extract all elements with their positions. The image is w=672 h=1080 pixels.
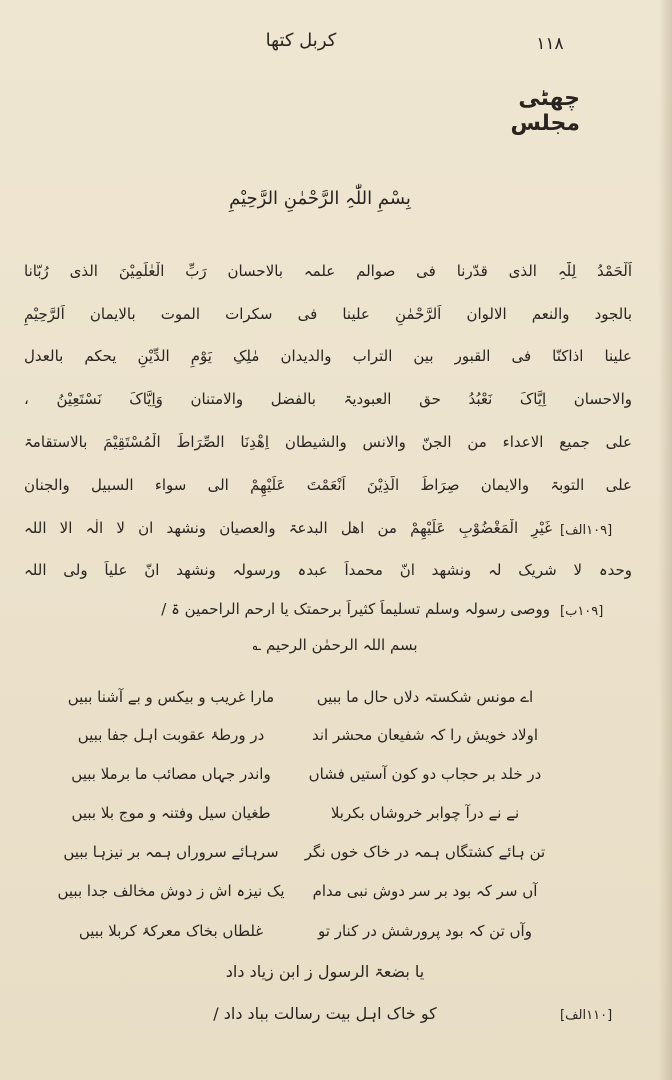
bismillah-arabic: بِسْمِ اللّٰہِ الرَّحْمٰنِ الرَّحِیْمِ	[229, 188, 411, 209]
verse-left: سرہائے سروراں ہمہ بر نیزہا ببیں	[63, 843, 279, 861]
verse-right: وآں تن کہ بود پرورشش در کنار تو	[318, 922, 532, 940]
arabic-text-line: غَیْرِ الْمَغْضُوْبِ عَلَیْھِمْ من اھل البدعۃ والعصیان ونشھد ان لا الٰہ الا اللہ	[24, 519, 552, 537]
arabic-text-line: ووصی رسولہ وسلم تسلیماً کثیراً برحمتک یا ارحم الراحمین ۃ /	[161, 600, 550, 618]
verse-left: یک نیزہ اش ز دوش مخالف جدا ببیں	[57, 882, 285, 900]
arabic-text-line: والاحسان اِیَّاکَ نَعْبُدُ حق العبودیۃ بالفضل والامتنان وَاِیَّاکَ نَسْتَعِیْنُ ،	[24, 390, 632, 408]
verse-left: در ورطۂ عقوبت اہل جفا ببیں	[77, 726, 265, 744]
section-heading: چھٹی مجلس	[510, 86, 580, 136]
verse-right: نے نے درآ چوابر خروشاں بکربلا	[330, 804, 520, 822]
page-edge-shadow	[658, 0, 672, 1080]
verse-right: اولاد خویش را کہ شفیعان محشر اند	[311, 726, 538, 744]
verse-left: غلطاں بخاک معرکۂ کربلا ببیں	[78, 922, 264, 940]
bismillah-urdu: بسم اللہ الرحمٰن الرحیم ؎	[252, 636, 418, 654]
verse-right: اے مونس شکستہ دلاں حال ما ببیں	[316, 688, 534, 706]
verse-left: واندر جہاں مصائب ما برملا ببیں	[71, 765, 271, 783]
verse-right: آں سر کہ بود بر سر دوش نبی مدام	[312, 882, 538, 900]
verse-right: در خلد بر حجاب دو کون آستیں فشاں	[308, 765, 542, 783]
arabic-text-line: اَلْحَمْدُ لِلّٰہِ الذی قدّرنا فی صوالم علمہ بالاحسان رَبِّ الْعٰلَمِیْنَ الذی رُبّانا	[24, 262, 632, 280]
verse-left: طغیان سیل وفتنہ و موج بلا ببیں	[71, 804, 271, 822]
verse-right: تن ہائے کشتگاں ہمہ در خاک خوں نگر	[304, 843, 546, 861]
folio-reference: [۱۰۹الف]	[560, 523, 613, 538]
folio-reference: [۱۰۹ب]	[560, 604, 604, 619]
folio-reference: [۱۱۰الف]	[560, 1008, 613, 1023]
closing-verse: کو خاک اہل بیت رسالت بباد داد /	[213, 1004, 437, 1023]
page-number: ۱۱۸	[536, 34, 564, 54]
arabic-text-line: بالجود والنعم الالوان اَلرَّحْمٰنِ علینا فی سکرات الموت بالایمان اَلرَّحِیْمِ	[24, 305, 632, 323]
verse-left: مارا غریب و بیکس و بے آشنا ببیں	[67, 688, 275, 706]
arabic-text-line: وحدہ لا شریک لہ ونشھد انّ محمداً عبدہ ورسولہ ونشھد انّ علیاً ولی اللہ	[24, 561, 632, 579]
arabic-text-line: علی التوبۃ والایمان صِرَاطَ الَّذِیْنَ اَنْعَمْتَ عَلَیْھِمْ الی سواء السبیل والجنان	[24, 476, 632, 494]
arabic-text-line: علی جمیع الاعداء من الجنّ والانس والشیطان اِھْدِنَا الصِّرَاطَ الْمُسْتَقِیْمَ بالاستقامۃ	[24, 433, 632, 451]
running-title: کربل کتھا	[265, 30, 337, 51]
closing-verse: یا بضعۃ الرسول ز ابن زیاد داد	[225, 962, 425, 981]
arabic-text-line: علینا اذاکنّا فی القبور بین التراب والدیدان مٰلِکِ یَوْمِ الدِّیْنِ یحکم بالعدل	[24, 347, 632, 365]
